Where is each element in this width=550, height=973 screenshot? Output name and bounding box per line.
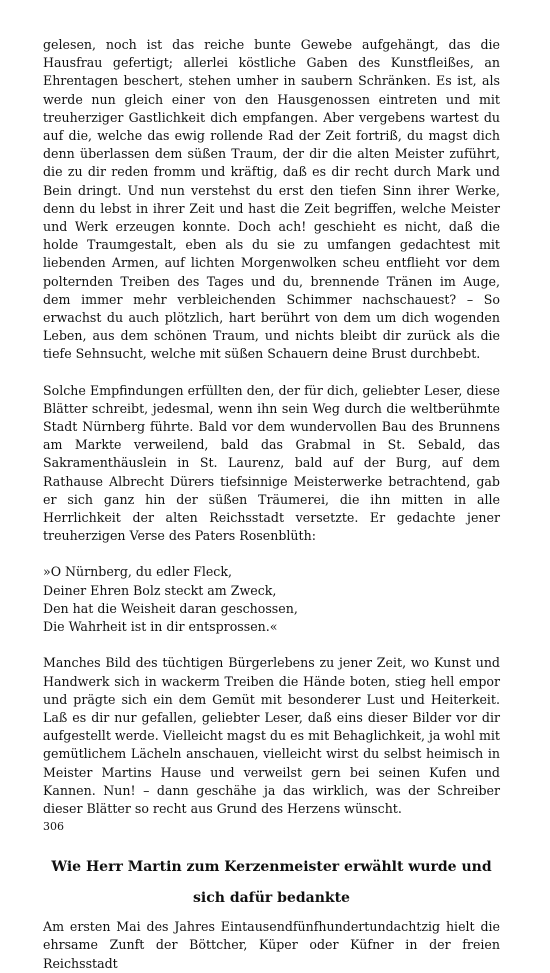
verse-line-4: Die Wahrheit ist in dir entsprossen.«: [43, 619, 278, 635]
paragraph-2: Solche Empfindungen erfüllten den, der für dich, geliebter Leser, diese Blätter schreibt, jedesmal, wenn ihn sein Weg durch die weltberühmte Stadt Nürnberg führte. Bald vor dem wundervollen Bau des Brunnens am Markte verweilend, bald das Grabmal in St. Sebald, das Sakramenthäuslein in St. Laurenz, bald auf der Burg, auf dem Rathause Albrecht Dürers tiefsinnige Meisterwerke betrachtend, gab er sich ganz hin der süßen Träumerei, die ihn mitten in alle Herrlichkeit der alten Reichsstadt versetzte. Er gedachte jener treuherzigen Verse des Paters Rosenblüth:: [43, 382, 500, 544]
paragraph-1: gelesen, noch ist das reiche bunte Gewebe aufgehängt, das die Hausfrau gefertigt; allerlei köstliche Gaben des Kunstfleißes, an Ehrentagen beschert, stehen umher in saubern Schränken. Es ist, als werde nun gleich einer von den Hausgenossen eintreten und mit treuherziger Gastlichkeit dich empfangen. Aber vergebens wartest du auf die, welche das ewig rollende Rad der Zeit fortriß, du magst dich denn überlassen dem süßen Traum, der dir die alten Meister zuführt, die zu dir reden fromm und kräftig, daß es dir recht durch Mark und Bein dringt. Und nun verstehst du erst den tiefen Sinn ihrer Werke, denn du lebst in ihrer Zeit und hast die Zeit begriffen, welche Meister und Werk erzeugen konnte. Doch ach! geschieht es nicht, daß die holde Traumgestalt, eben als du sie zu umfangen gedachtest mit liebenden Armen, auf lichten Morgenwolken scheu entflieht vor dem polternden Treiben des Tages und du, brennende Tränen im Auge, dem immer mehr verbleichenden Schimmer nachschauest? – So erwachst du auch plötzlich, hart berührt von dem um dich wogenden Leben, aus dem schönen Traum, und nichts bleibt dir zurück als die tiefe Sehnsucht, welche mit süßen Schauern deine Brust durchbebt.: [43, 37, 500, 362]
chapter-heading-line-2: sich dafür bedankte: [193, 890, 350, 907]
verse-line-1: »O Nürnberg, du edler Fleck,: [43, 564, 232, 580]
chapter-heading-line-1: Wie Herr Martin zum Kerzenmeister erwählt wurde und: [51, 859, 492, 876]
page-body: [43, 36, 500, 973]
verse-line-2: Deiner Ehren Bolz steckt am Zweck,: [43, 582, 277, 598]
paragraph-3: Manches Bild des tüchtigen Bürgerlebens zu jener Zeit, wo Kunst und Handwerk sich in wackerm Treiben die Hände boten, stieg hell empor und prägte sich ein dem Gemüt mit besonderer Lust und Heiterkeit. Laß es dir nur gefallen, geliebter Leser, daß eins dieser Bilder vor dir aufgestellt werde. Vielleicht magst du es mit Behaglichkeit, ja wohl mit gemütlichem Lächeln anschauen, vielleicht wirst du selbst heimisch in Meister Martins Hause und verweilst gern bei seinen Kufen und Kannen. Nun! – dann geschähe ja das wirklich, was der Schreiber dieser Blätter so recht aus Grund des Herzens wünscht.: [43, 655, 500, 816]
verse-block: [43, 563, 500, 636]
verse-line-3: Den hat die Weisheit daran geschossen,: [43, 600, 298, 616]
page-number: 306: [43, 820, 64, 833]
chapter-heading: [43, 852, 500, 914]
paragraph-4: Am ersten Mai des Jahres Eintausendfünfhundertundachtzig hielt die ehrsame Zunft der Böttcher, Küper oder Küfner in der freien Reichsstadt: [43, 919, 500, 971]
